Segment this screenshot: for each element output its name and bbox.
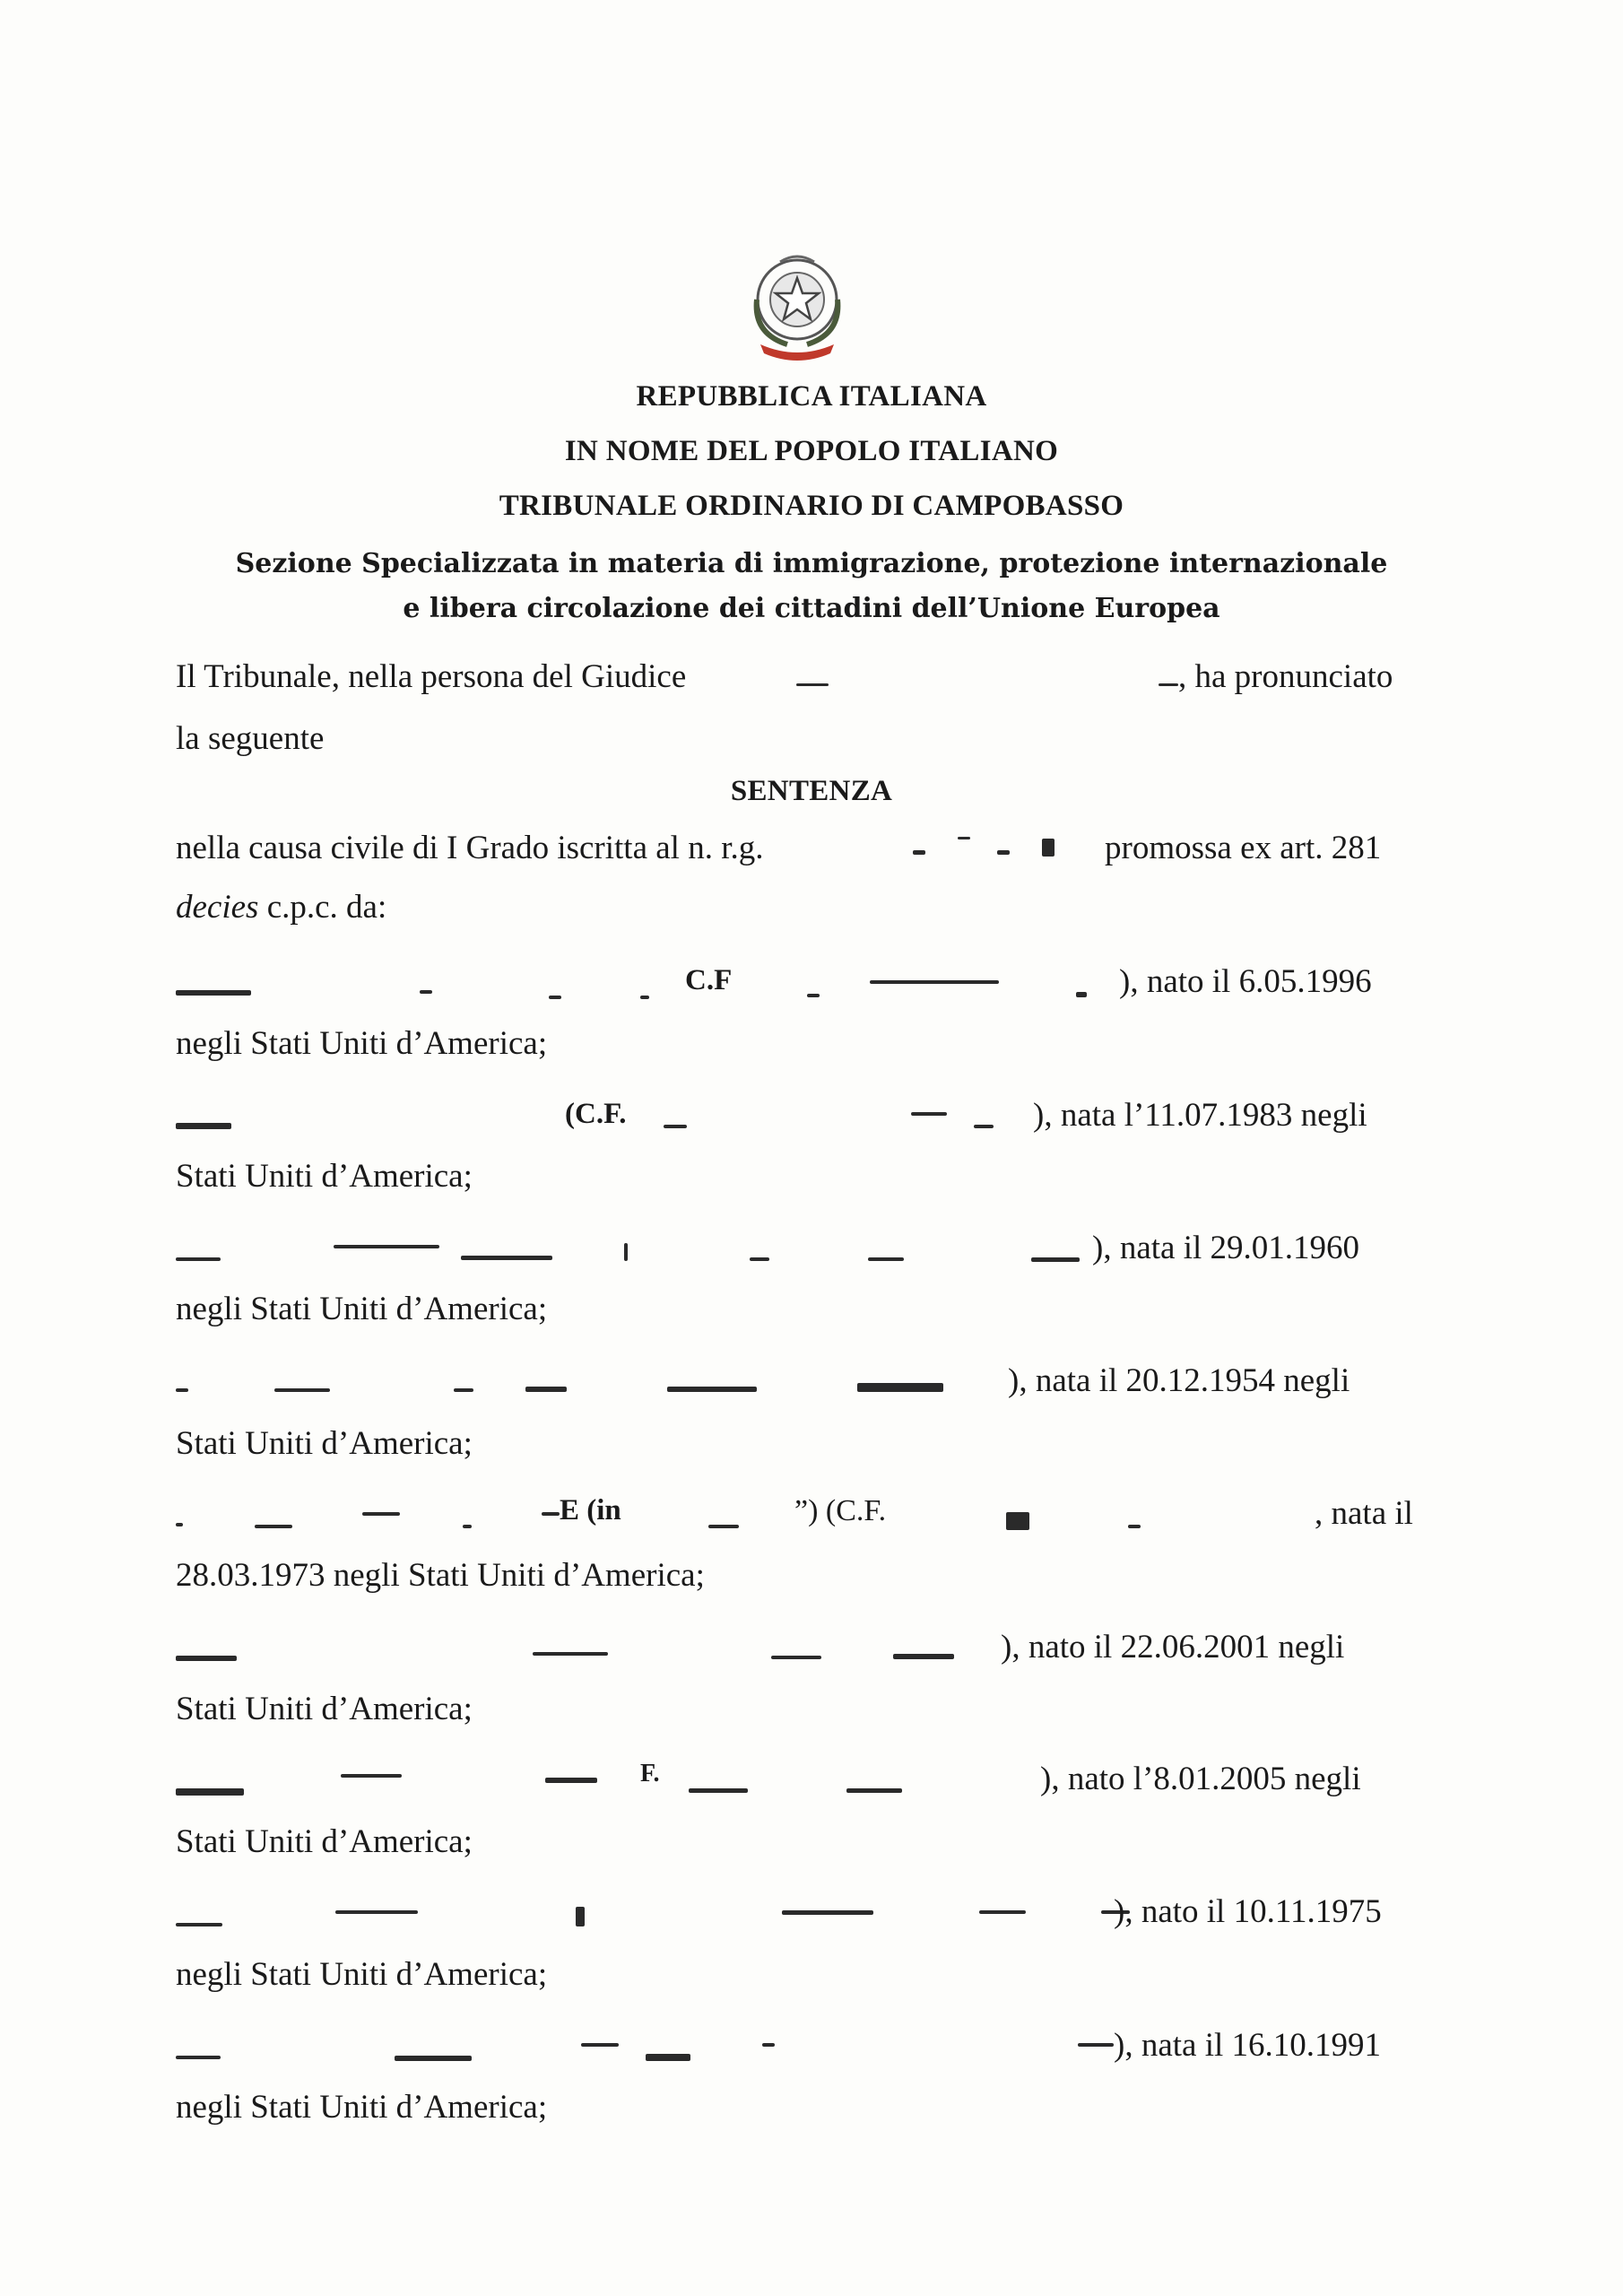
- document-title: SENTENZA: [730, 775, 893, 807]
- party-6-line-2: Stati Uniti d’America;: [176, 1691, 473, 1727]
- causa-cpc: c.p.c. da:: [258, 889, 387, 926]
- party-4-tail: ), nata il 20.12.1954 negli: [1008, 1362, 1350, 1399]
- redaction: [362, 1512, 400, 1516]
- party-8-tail: ), nato il 10.11.1975: [1114, 1893, 1382, 1930]
- redaction: [782, 1910, 873, 1915]
- redaction: [576, 1907, 585, 1926]
- redaction: [689, 1788, 748, 1793]
- italian-republic-emblem: [733, 244, 861, 371]
- redaction: [750, 1257, 769, 1261]
- party-7-tail: ), nato l’8.01.2005 negli: [1040, 1761, 1361, 1797]
- redaction: [997, 850, 1010, 855]
- redaction: [857, 1383, 943, 1392]
- redaction: [395, 2056, 472, 2061]
- redaction: [913, 850, 925, 855]
- redaction: [640, 996, 649, 999]
- redaction: [771, 1656, 821, 1659]
- redaction: [334, 1245, 439, 1248]
- header-tribunale: TRIBUNALE ORDINARIO DI CAMPOBASSO: [499, 490, 1124, 522]
- redaction: [341, 1774, 402, 1778]
- causa-decies: decies: [176, 889, 259, 926]
- causa-text-b: promossa ex art. 281: [1105, 830, 1382, 866]
- party-7-cf: F.: [640, 1760, 660, 1787]
- redaction: [176, 1523, 183, 1526]
- header-repubblica: REPUBBLICA ITALIANA: [636, 380, 987, 413]
- redaction: [542, 1512, 560, 1516]
- redaction: [176, 1923, 222, 1926]
- party-5-tail: , nata il: [1315, 1495, 1413, 1532]
- redaction: [461, 1256, 552, 1260]
- redaction: [1076, 992, 1087, 997]
- causa-line-2: [176, 888, 386, 926]
- party-5-quote: ”) (C.F.: [794, 1494, 887, 1527]
- redaction: [176, 2056, 221, 2059]
- party-2-line-2: Stati Uniti d’America;: [176, 1158, 473, 1195]
- party-1-tail: ), nato il 6.05.1996: [1119, 963, 1372, 1000]
- redaction: [1006, 1512, 1029, 1530]
- redaction: [274, 1388, 330, 1392]
- redaction: [1128, 1525, 1141, 1528]
- party-3-line-2: negli Stati Uniti d’America;: [176, 1291, 548, 1327]
- party-4-line-2: Stati Uniti d’America;: [176, 1425, 473, 1462]
- party-2-tail: ), nata l’11.07.1983 negli: [1033, 1097, 1367, 1134]
- redaction: [255, 1525, 292, 1528]
- redaction: [807, 994, 820, 997]
- redaction: [911, 1112, 947, 1116]
- redaction: [762, 2043, 775, 2047]
- redaction: [454, 1388, 473, 1392]
- redaction: [463, 1525, 472, 1528]
- party-9-line-2: negli Stati Uniti d’America;: [176, 2089, 548, 2126]
- redaction: [664, 1125, 687, 1128]
- redaction: [646, 2054, 690, 2061]
- redaction: [549, 996, 561, 999]
- redaction: [796, 683, 829, 686]
- party-3-tail: ), nata il 29.01.1960: [1092, 1230, 1360, 1266]
- redaction: [335, 1910, 418, 1914]
- party-5-line-2: 28.03.1973 negli Stati Uniti d’America;: [176, 1557, 705, 1594]
- redaction: [1159, 683, 1178, 686]
- redaction: [868, 1257, 904, 1261]
- redaction: [1078, 2043, 1114, 2047]
- intro-text-a: Il Tribunale, nella persona del Giudice: [176, 658, 687, 695]
- intro-line-1: [176, 657, 686, 696]
- redaction: [870, 980, 999, 984]
- redaction: [176, 990, 251, 996]
- redaction: [581, 2043, 619, 2047]
- redaction: [624, 1243, 628, 1261]
- redaction: [1042, 839, 1055, 857]
- redaction: [176, 1388, 188, 1392]
- party-7-line-2: Stati Uniti d’America;: [176, 1823, 473, 1860]
- redaction: [1031, 1257, 1080, 1262]
- redaction: [958, 837, 970, 839]
- intro-line-2: la seguente: [176, 720, 325, 757]
- header-sezione-1: Sezione Specializzata in materia di immigrazione, protezione internazionale: [235, 548, 1388, 579]
- redaction: [545, 1778, 597, 1783]
- party-1-cf: C.F: [685, 964, 733, 996]
- header-nome-popolo: IN NOME DEL POPOLO ITALIANO: [564, 435, 1059, 467]
- redaction: [420, 990, 432, 994]
- party-2-cf: (C.F.: [565, 1098, 627, 1130]
- redaction: [846, 1788, 902, 1793]
- redaction: [708, 1525, 739, 1528]
- header-sezione-2: e libera circolazione dei cittadini dell’Unione Europea: [403, 593, 1220, 624]
- redaction: [176, 1788, 244, 1796]
- redaction: [974, 1125, 994, 1128]
- redaction: [893, 1654, 954, 1659]
- redaction: [979, 1910, 1026, 1914]
- party-9-tail: ), nata il 16.10.1991: [1114, 2027, 1382, 2064]
- redaction: [176, 1123, 231, 1129]
- party-1-line-2: negli Stati Uniti d’America;: [176, 1025, 548, 1062]
- redaction: [667, 1387, 757, 1392]
- party-5-cf: E (in: [560, 1494, 621, 1526]
- redaction: [176, 1656, 237, 1661]
- redaction: [525, 1387, 567, 1392]
- party-8-line-2: negli Stati Uniti d’America;: [176, 1956, 548, 1993]
- causa-line-1: nella causa civile di I Grado iscritta al n. r.g.: [176, 830, 764, 866]
- redaction: [533, 1652, 608, 1656]
- redaction: [176, 1257, 221, 1261]
- party-6-tail: ), nato il 22.06.2001 negli: [1001, 1629, 1345, 1665]
- intro-text-b: , ha pronunciato: [1178, 658, 1393, 695]
